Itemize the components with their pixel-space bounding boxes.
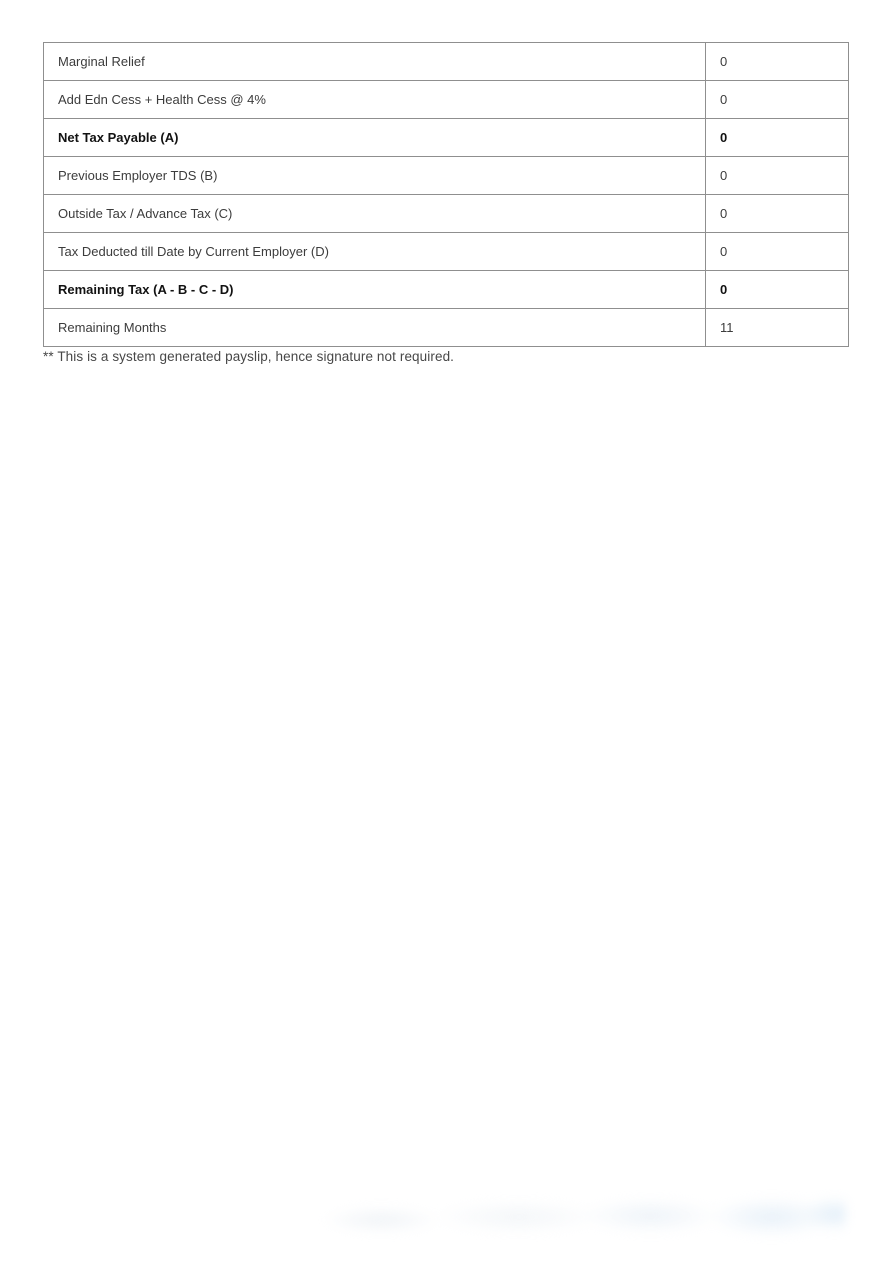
row-value: 0 <box>706 233 849 271</box>
table-row <box>44 157 849 195</box>
row-label: Remaining Tax (A - B - C - D) <box>44 271 706 309</box>
row-label: Outside Tax / Advance Tax (C) <box>44 195 706 233</box>
table-row <box>44 119 849 157</box>
row-label: Remaining Months <box>44 309 706 347</box>
row-label: Add Edn Cess + Health Cess @ 4% <box>44 81 706 119</box>
tax-table-body <box>44 43 849 347</box>
row-value: 11 <box>706 309 849 347</box>
system-generated-note: ** This is a system generated payslip, hence signature not required. <box>43 349 455 364</box>
table-row <box>44 271 849 309</box>
row-value: 0 <box>706 119 849 157</box>
table-row <box>44 43 849 81</box>
row-value: 0 <box>706 157 849 195</box>
table-row <box>44 309 849 347</box>
table-row <box>44 233 849 271</box>
row-value: 0 <box>706 81 849 119</box>
row-label: Tax Deducted till Date by Current Employer (D) <box>44 233 706 271</box>
row-label: Net Tax Payable (A) <box>44 119 706 157</box>
row-value: 0 <box>706 43 849 81</box>
row-value: 0 <box>706 195 849 233</box>
table-row <box>44 81 849 119</box>
row-value: 0 <box>706 271 849 309</box>
row-label: Previous Employer TDS (B) <box>44 157 706 195</box>
tax-summary-table <box>43 42 849 347</box>
row-label: Marginal Relief <box>44 43 706 81</box>
faint-watermark-image <box>318 1188 846 1246</box>
table-row <box>44 195 849 233</box>
